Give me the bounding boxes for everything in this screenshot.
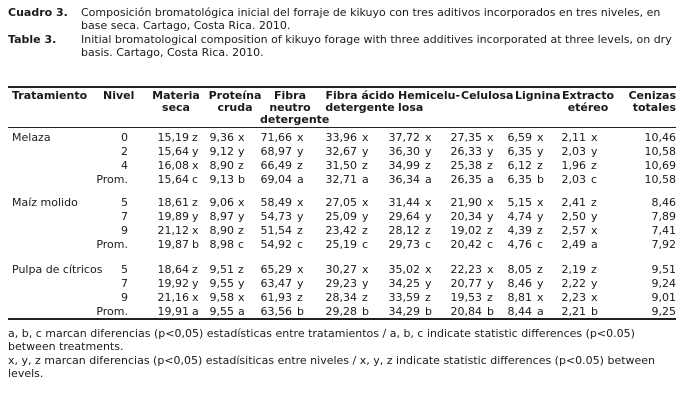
cell-ms-letter: b	[192, 238, 199, 251]
header-bottom-rule	[8, 127, 676, 128]
cell-hem-letter: y	[425, 277, 432, 290]
cell-cel-letter: a	[487, 173, 494, 186]
cell-pc-letter: c	[238, 238, 245, 251]
cell-pc: 9,36	[209, 131, 234, 144]
cell-nivel: 9	[121, 291, 128, 304]
cell-fnd-letter: z	[297, 224, 303, 237]
cell-nivel: 4	[121, 159, 128, 172]
cell-cel: 26,35	[450, 173, 482, 186]
cell-cel: 25,38	[450, 159, 482, 172]
treatment-name: Melaza	[12, 131, 51, 144]
cell-cel-letter: y	[487, 145, 494, 158]
cell-nivel: 7	[121, 277, 128, 290]
cell-fad-letter: y	[362, 145, 369, 158]
cell-fad: 29,28	[325, 305, 357, 318]
cell-ee: 2,22	[561, 277, 586, 290]
footnote-treatments: a, b, c marcan diferencias (p<0,05) estadísticas entre tratamientos / a, b, c indicate statistic differences (p<0.05) between treatments.	[8, 327, 635, 353]
cell-ms: 19,91	[157, 305, 189, 318]
cell-ee-letter: a	[591, 238, 598, 251]
cell-ms-letter: c	[192, 173, 199, 186]
cell-cel: 21,90	[450, 196, 482, 209]
cell-hem: 29,73	[388, 238, 420, 251]
cell-fnd-letter: x	[297, 196, 304, 209]
cell-cel-letter: x	[487, 196, 494, 209]
header-fibra-acido-detergente: Fibra ácido detergente	[325, 89, 395, 114]
cell-ms-letter: z	[192, 263, 198, 276]
cell-cel: 19,02	[450, 224, 482, 237]
cell-fnd: 68,97	[260, 145, 292, 158]
cell-ms: 15,19	[157, 131, 189, 144]
treatment-name: Pulpa de cítricos	[12, 263, 103, 276]
caption-english	[8, 33, 676, 59]
cell-hem-letter: z	[425, 159, 431, 172]
cell-fad-letter: b	[362, 305, 369, 318]
cell-hem: 34,29	[388, 305, 420, 318]
cell-cenizas: 7,41	[651, 224, 676, 237]
cell-fad-letter: z	[362, 291, 368, 304]
cell-hem: 36,34	[388, 173, 420, 186]
cell-fad-letter: x	[362, 263, 369, 276]
cell-fnd-letter: z	[297, 291, 303, 304]
table-bottom-rule	[8, 318, 676, 320]
cell-pc: 8,90	[209, 159, 234, 172]
cell-ms-letter: z	[192, 131, 198, 144]
treatment-name: Maíz molido	[12, 196, 78, 209]
cell-lig-letter: x	[537, 196, 544, 209]
cell-fnd-letter: b	[297, 305, 304, 318]
header-celulosa: Celulosa	[461, 89, 514, 102]
cell-nivel: 0	[121, 131, 128, 144]
cell-lig-letter: z	[537, 224, 543, 237]
cell-fnd-letter: z	[297, 159, 303, 172]
cell-fnd-letter: y	[297, 210, 304, 223]
table-captions	[8, 6, 676, 60]
cell-ee: 2,49	[561, 238, 586, 251]
cell-hem-letter: y	[425, 145, 432, 158]
cell-nivel: 9	[121, 224, 128, 237]
caption-text: Composición bromatológica inicial del forraje de kikuyo con tres aditivos incorporados en tres niveles, en base seca. Cartago, Costa Rica. 2010.	[81, 6, 661, 32]
cell-lig: 4,39	[507, 224, 532, 237]
cell-ee: 2,41	[561, 196, 586, 209]
cell-nivel: Prom.	[96, 238, 128, 251]
cell-ee-letter: y	[591, 210, 598, 223]
cell-ee-letter: x	[591, 131, 598, 144]
header-materia-seca: Materia seca	[152, 89, 200, 114]
cell-cenizas: 7,89	[651, 210, 676, 223]
header-tratamiento: Tratamiento	[12, 89, 88, 102]
cell-fnd-letter: c	[297, 238, 304, 251]
cell-ms: 19,92	[157, 277, 189, 290]
cell-lig: 8,46	[507, 277, 532, 290]
cell-fad: 32,67	[325, 145, 357, 158]
cell-cenizas: 10,69	[644, 159, 676, 172]
cell-fad-letter: z	[362, 159, 368, 172]
cell-ee-letter: b	[591, 305, 598, 318]
cell-pc: 9,55	[209, 305, 234, 318]
cell-cel-letter: y	[487, 210, 494, 223]
cell-cel: 20,42	[450, 238, 482, 251]
cell-fad: 29,23	[325, 277, 357, 290]
cell-ms-letter: z	[192, 196, 198, 209]
cell-cel: 22,23	[450, 263, 482, 276]
cell-cel: 26,33	[450, 145, 482, 158]
table-notes	[8, 327, 676, 381]
cell-ms: 16,08	[157, 159, 189, 172]
cell-fnd: 69,04	[260, 173, 292, 186]
cell-hem: 34,99	[388, 159, 420, 172]
cell-cel: 19,53	[450, 291, 482, 304]
cell-hem-letter: x	[425, 131, 432, 144]
cell-fad: 33,96	[325, 131, 357, 144]
cell-ee: 1,96	[561, 159, 586, 172]
cell-hem-letter: c	[425, 238, 432, 251]
cell-hem: 31,44	[388, 196, 420, 209]
cell-pc-letter: b	[238, 173, 245, 186]
header-lignina: Lignina	[515, 89, 561, 102]
cell-ms: 18,64	[157, 263, 189, 276]
cell-lig-letter: y	[537, 210, 544, 223]
caption-spanish	[8, 6, 676, 32]
cell-fad: 32,71	[325, 173, 357, 186]
cell-nivel: 2	[121, 145, 128, 158]
cell-ms: 19,89	[157, 210, 189, 223]
cell-ms: 15,64	[157, 145, 189, 158]
cell-cel: 20,34	[450, 210, 482, 223]
cell-pc-letter: y	[238, 277, 245, 290]
cell-lig-letter: b	[537, 173, 544, 186]
header-hemicelulosa: Hemicelu- losa	[398, 89, 461, 114]
cell-pc: 9,58	[209, 291, 234, 304]
cell-pc: 8,98	[209, 238, 234, 251]
cell-fnd: 66,49	[260, 159, 292, 172]
cell-cel-letter: z	[487, 224, 493, 237]
cell-cel-letter: z	[487, 291, 493, 304]
cell-hem: 34,25	[388, 277, 420, 290]
cell-ee: 2,21	[561, 305, 586, 318]
cell-fnd: 51,54	[260, 224, 292, 237]
cell-pc: 8,90	[209, 224, 234, 237]
cell-ee-letter: x	[591, 291, 598, 304]
cell-fnd: 65,29	[260, 263, 292, 276]
cell-fad: 30,27	[325, 263, 357, 276]
cell-lig-letter: z	[537, 263, 543, 276]
cell-nivel: 5	[121, 196, 128, 209]
caption-label: Table 3.	[8, 33, 57, 46]
cell-fnd: 54,92	[260, 238, 292, 251]
cell-hem: 35,02	[388, 263, 420, 276]
cell-fad: 27,05	[325, 196, 357, 209]
cell-pc-letter: y	[238, 210, 245, 223]
cell-lig-letter: c	[537, 238, 544, 251]
cell-pc-letter: x	[238, 291, 245, 304]
cell-pc: 8,97	[209, 210, 234, 223]
cell-ee-letter: z	[591, 159, 597, 172]
cell-fnd: 63,56	[260, 305, 292, 318]
cell-cenizas: 10,58	[644, 145, 676, 158]
cell-cel-letter: x	[487, 131, 494, 144]
cell-ms: 21,16	[157, 291, 189, 304]
cell-nivel: Prom.	[96, 173, 128, 186]
cell-cel-letter: y	[487, 277, 494, 290]
cell-fnd-letter: x	[297, 263, 304, 276]
cell-fnd: 61,93	[260, 291, 292, 304]
cell-lig-letter: z	[537, 159, 543, 172]
cell-lig: 6,59	[507, 131, 532, 144]
cell-ee: 2,19	[561, 263, 586, 276]
cell-cenizas: 9,25	[651, 305, 676, 318]
cell-lig-letter: x	[537, 131, 544, 144]
caption-text: Initial bromatological composition of kikuyo forage with three additives incorporated at three levels, on dry basis. Cartago, Costa Rica. 2010.	[81, 33, 672, 59]
cell-pc-letter: x	[238, 131, 245, 144]
header-fibra-neutro-detergente: Fibra neutro detergente	[260, 89, 330, 126]
cell-pc-letter: z	[238, 263, 244, 276]
cell-pc: 9,06	[209, 196, 234, 209]
cell-hem: 33,59	[388, 291, 420, 304]
cell-ee: 2,23	[561, 291, 586, 304]
footnote-levels: x, y, z marcan diferencias (p<0,05) estadísiticas entre niveles / x, y, z indicate statistic differences (p<0.05) between levels.	[8, 354, 656, 380]
cell-ee: 2,57	[561, 224, 586, 237]
cell-lig-letter: a	[537, 305, 544, 318]
cell-cel: 27,35	[450, 131, 482, 144]
header-proteina-cruda: Proteína cruda	[208, 89, 262, 114]
cell-lig-letter: y	[537, 277, 544, 290]
cell-fad-letter: y	[362, 210, 369, 223]
cell-pc-letter: z	[238, 159, 244, 172]
cell-pc: 9,51	[209, 263, 234, 276]
cell-hem: 29,64	[388, 210, 420, 223]
cell-cel-letter: x	[487, 263, 494, 276]
cell-pc-letter: x	[238, 196, 245, 209]
cell-ee-letter: x	[591, 224, 598, 237]
cell-fad-letter: z	[362, 224, 368, 237]
cell-fad: 25,19	[325, 238, 357, 251]
cell-hem-letter: x	[425, 263, 432, 276]
cell-hem-letter: b	[425, 305, 432, 318]
cell-ee: 2,50	[561, 210, 586, 223]
cell-fnd-letter: x	[297, 131, 304, 144]
cell-cenizas: 7,92	[651, 238, 676, 251]
cell-lig: 6,12	[507, 159, 532, 172]
cell-ee-letter: c	[591, 173, 598, 186]
cell-fnd: 63,47	[260, 277, 292, 290]
cell-fnd-letter: y	[297, 277, 304, 290]
cell-ms: 15,64	[157, 173, 189, 186]
cell-ms-letter: a	[192, 305, 199, 318]
cell-ms: 21,12	[157, 224, 189, 237]
cell-pc: 9,55	[209, 277, 234, 290]
cell-fnd-letter: y	[297, 145, 304, 158]
header-cenizas-totales: Cenizas totales	[628, 89, 676, 114]
cell-ee-letter: z	[591, 196, 597, 209]
header-extracto-etereo: Extracto etéreo	[562, 89, 615, 114]
cell-ms-letter: x	[192, 291, 199, 304]
cell-ee-letter: y	[591, 277, 598, 290]
cell-fad-letter: x	[362, 131, 369, 144]
cell-nivel: Prom.	[96, 305, 128, 318]
cell-cel: 20,77	[450, 277, 482, 290]
cell-ee: 2,03	[561, 145, 586, 158]
cell-fnd-letter: a	[297, 173, 304, 186]
cell-fad: 28,34	[325, 291, 357, 304]
cell-lig: 6,35	[507, 173, 532, 186]
cell-cenizas: 10,46	[644, 131, 676, 144]
cell-pc-letter: a	[238, 305, 245, 318]
cell-ee-letter: y	[591, 145, 598, 158]
cell-fad-letter: x	[362, 196, 369, 209]
cell-pc-letter: z	[238, 224, 244, 237]
cell-ms-letter: y	[192, 277, 199, 290]
cell-fnd: 58,49	[260, 196, 292, 209]
cell-nivel: 5	[121, 263, 128, 276]
cell-hem: 36,30	[388, 145, 420, 158]
cell-hem: 28,12	[388, 224, 420, 237]
cell-fnd: 54,73	[260, 210, 292, 223]
cell-cel-letter: b	[487, 305, 494, 318]
cell-pc: 9,12	[209, 145, 234, 158]
cell-cenizas: 9,01	[651, 291, 676, 304]
cell-cenizas: 9,51	[651, 263, 676, 276]
cell-ms-letter: y	[192, 145, 199, 158]
cell-fnd: 71,66	[260, 131, 292, 144]
cell-hem-letter: x	[425, 196, 432, 209]
cell-cenizas: 9,24	[651, 277, 676, 290]
header-nivel: Nivel	[103, 89, 135, 102]
cell-ms-letter: x	[192, 159, 199, 172]
cell-ms-letter: x	[192, 224, 199, 237]
cell-ee: 2,03	[561, 173, 586, 186]
cell-lig: 8,44	[507, 305, 532, 318]
cell-lig: 4,74	[507, 210, 532, 223]
cell-pc-letter: y	[238, 145, 245, 158]
cell-ms: 19,87	[157, 238, 189, 251]
cell-lig: 4,76	[507, 238, 532, 251]
cell-pc: 9,13	[209, 173, 234, 186]
cell-cel-letter: c	[487, 238, 494, 251]
cell-fad: 23,42	[325, 224, 357, 237]
cell-lig: 6,35	[507, 145, 532, 158]
cell-lig-letter: x	[537, 291, 544, 304]
cell-lig: 8,05	[507, 263, 532, 276]
cell-ee-letter: z	[591, 263, 597, 276]
cell-hem-letter: z	[425, 291, 431, 304]
cell-lig-letter: y	[537, 145, 544, 158]
cell-hem-letter: z	[425, 224, 431, 237]
cell-ms: 18,61	[157, 196, 189, 209]
cell-cenizas: 10,58	[644, 173, 676, 186]
cell-fad: 25,09	[325, 210, 357, 223]
cell-cel: 20,84	[450, 305, 482, 318]
table-top-rule	[8, 86, 676, 88]
cell-fad-letter: a	[362, 173, 369, 186]
cell-lig: 8,81	[507, 291, 532, 304]
cell-hem: 37,72	[388, 131, 420, 144]
cell-hem-letter: y	[425, 210, 432, 223]
cell-cel-letter: z	[487, 159, 493, 172]
cell-fad-letter: y	[362, 277, 369, 290]
cell-ee: 2,11	[561, 131, 586, 144]
cell-fad: 31,50	[325, 159, 357, 172]
cell-lig: 5,15	[507, 196, 532, 209]
cell-nivel: 7	[121, 210, 128, 223]
cell-fad-letter: c	[362, 238, 369, 251]
caption-label: Cuadro 3.	[8, 6, 68, 19]
cell-hem-letter: a	[425, 173, 432, 186]
cell-cenizas: 8,46	[651, 196, 676, 209]
cell-ms-letter: y	[192, 210, 199, 223]
